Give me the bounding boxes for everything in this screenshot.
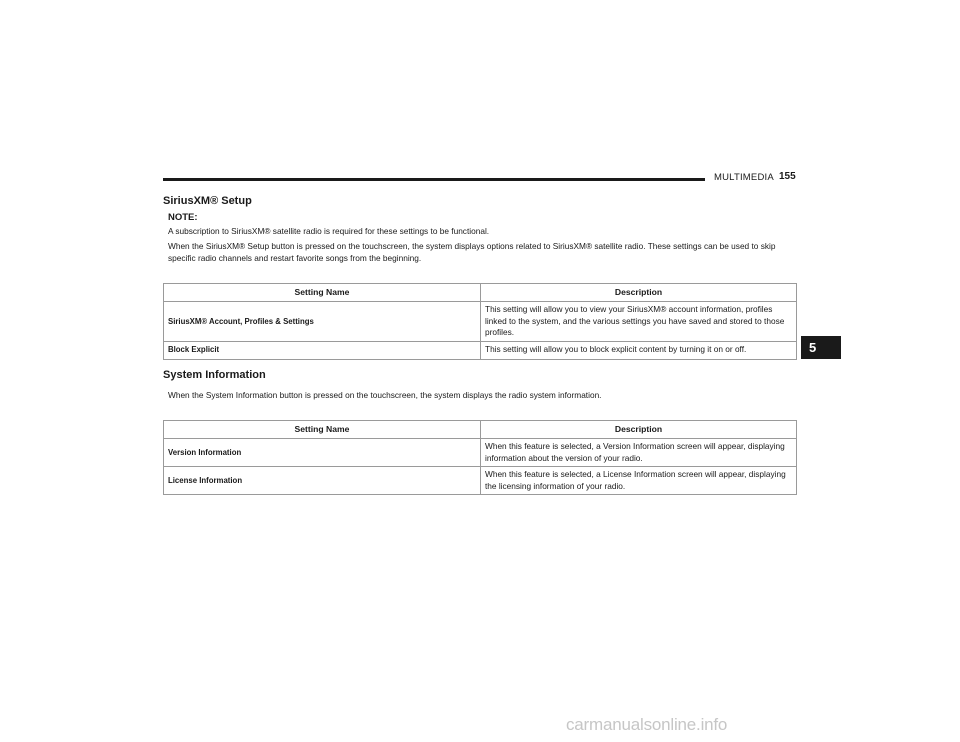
sirius-setup-heading: SiriusXM® Setup xyxy=(163,195,252,207)
table-row xyxy=(164,439,797,467)
setting-name-cell: Version Information xyxy=(164,439,481,467)
system-info-table xyxy=(163,420,797,495)
sirius-settings-table xyxy=(163,283,797,360)
system-information-body: When the System Information button is pressed on the touchscreen, the system displays the radio system information. xyxy=(168,390,602,400)
setting-description-cell: When this feature is selected, a License Information screen will appear, displaying the licensing information of your radio. xyxy=(481,467,797,495)
chapter-tab: 5 xyxy=(801,336,841,359)
column-header-setting-name: Setting Name xyxy=(164,421,481,439)
table-header-row xyxy=(164,421,797,439)
table-row xyxy=(164,302,797,342)
note-label: NOTE: xyxy=(168,212,198,223)
header-rule xyxy=(163,178,705,181)
table-row xyxy=(164,341,797,359)
system-information-heading: System Information xyxy=(163,369,266,381)
setting-name-cell: SiriusXM® Account, Profiles & Settings xyxy=(164,302,481,342)
setting-name-cell: Block Explicit xyxy=(164,341,481,359)
page-number: 155 xyxy=(779,171,796,182)
column-header-setting-name: Setting Name xyxy=(164,284,481,302)
column-header-description: Description xyxy=(481,284,797,302)
setting-description-cell: This setting will allow you to block explicit content by turning it on or off. xyxy=(481,341,797,359)
header-section-title: MULTIMEDIA xyxy=(714,172,774,183)
table-row xyxy=(164,467,797,495)
table-header-row xyxy=(164,284,797,302)
note-text: A subscription to SiriusXM® satellite radio is required for these settings to be functional. xyxy=(168,226,490,236)
setting-name-cell: License Information xyxy=(164,467,481,495)
column-header-description: Description xyxy=(481,421,797,439)
footer-watermark: carmanualsonline.info xyxy=(566,715,728,734)
setting-description-cell: This setting will allow you to view your SiriusXM® account information, profiles linked to the system, and the various settings you have saved and stored to those profiles. xyxy=(481,302,797,342)
setting-description-cell: When this feature is selected, a Version Information screen will appear, displaying information about the version of your radio. xyxy=(481,439,797,467)
sirius-setup-body: When the SiriusXM® Setup button is pressed on the touchscreen, the system displays options related to SiriusXM® satellite radio. These settings can be used to skip specific radio channels and restart favorite songs from the beginning. xyxy=(168,241,776,264)
